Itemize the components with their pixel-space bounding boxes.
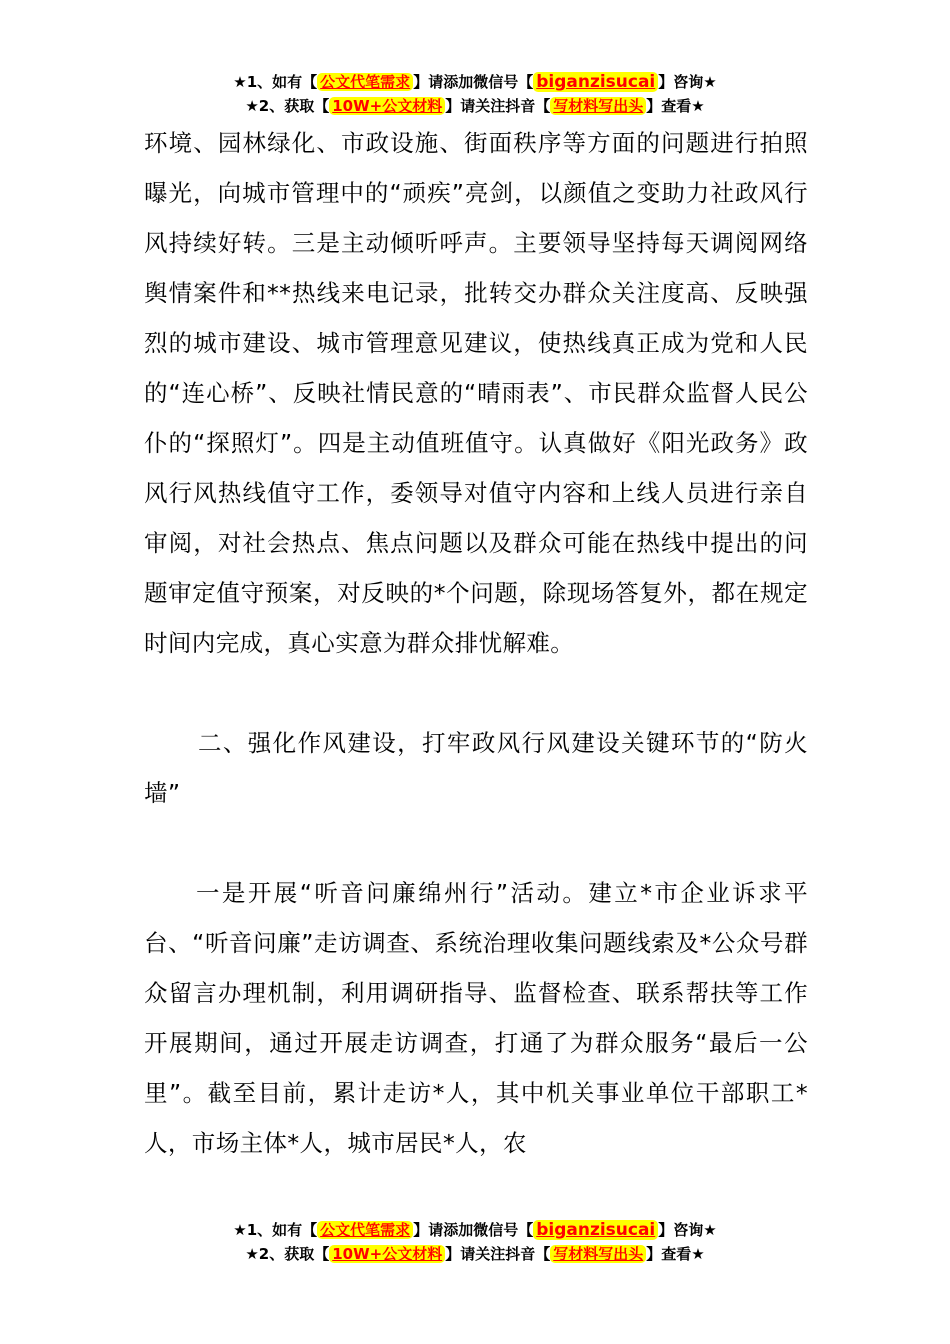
banner-line-1 bbox=[0, 70, 950, 94]
document-body bbox=[144, 118, 808, 1168]
section-heading: 二、强化作风建设，打牢政风行风建设关键环节的“防火墙” bbox=[144, 729, 808, 807]
banner-text: ★1、如有【 bbox=[233, 1221, 318, 1239]
banner-highlight: biganzisucai bbox=[533, 72, 658, 92]
banner-highlight: 公文代笔需求 bbox=[317, 73, 413, 91]
banner-text: ★1、如有【 bbox=[233, 73, 318, 91]
banner-highlight: 写材料写出头 bbox=[550, 97, 646, 115]
spacer bbox=[144, 818, 808, 868]
banner-text: 】咨询★ bbox=[658, 73, 717, 91]
banner-text: 】请关注抖音【 bbox=[445, 1245, 551, 1263]
banner-text: 】请添加微信号【 bbox=[413, 73, 534, 91]
banner-text: 】咨询★ bbox=[658, 1221, 717, 1239]
banner-highlight: biganzisucai bbox=[533, 1220, 658, 1240]
banner-highlight: 10W+公文材料 bbox=[329, 97, 445, 115]
banner-line-2 bbox=[0, 94, 950, 118]
banner-text: ★2、获取【 bbox=[245, 1245, 330, 1263]
banner-highlight: 公文代笔需求 bbox=[317, 1221, 413, 1239]
spacer bbox=[144, 668, 808, 718]
footer-banner bbox=[0, 1218, 950, 1266]
banner-text: 】请关注抖音【 bbox=[445, 97, 551, 115]
paragraph-1: 环境、园林绿化、市政设施、街面秩序等方面的问题进行拍照曝光，向城市管理中的“顽疾”亮剑，以颜值之变助力社政风行风持续好转。三是主动倾听呼声。主要领导坚持每天调阅网络舆情案件和**热线来电记录，批转交办群众关注度高、反映强烈的城市建设、城市管理意见建议，使热线真正成为党和人民的“连心桥”、反映社情民意的“晴雨表”、市民群众监督人民公仆的“探照灯”。四是主动值班值守。认真做好《阳光政务》政风行风热线值守工作，委领导对值守内容和上线人员进行亲自审阅，对社会热点、焦点问题以及群众可能在热线中提出的问题审定值守预案，对反映的*个问题，除现场答复外，都在规定时间内完成，真心实意为群众排忧解难。 bbox=[144, 129, 808, 657]
header-banner bbox=[0, 70, 950, 118]
banner-line-2 bbox=[0, 1242, 950, 1266]
banner-text: 】请添加微信号【 bbox=[413, 1221, 534, 1239]
banner-highlight: 写材料写出头 bbox=[550, 1245, 646, 1263]
paragraph-2: 一是开展“听音问廉绵州行”活动。建立*市企业诉求平台、“听音问廉”走访调查、系统治理收集问题线索及*公众号群众留言办理机制，利用调研指导、监督检查、联系帮扶等工作开展期间，通过开展走访调查，打通了为群众服务“最后一公里”。截至目前，累计走访*人，其中机关事业单位干部职工*人，市场主体*人，城市居民*人，农 bbox=[144, 879, 808, 1157]
banner-text: 】查看★ bbox=[646, 97, 705, 115]
banner-text: ★2、获取【 bbox=[245, 97, 330, 115]
banner-text: 】查看★ bbox=[646, 1245, 705, 1263]
banner-line-1 bbox=[0, 1218, 950, 1242]
banner-highlight: 10W+公文材料 bbox=[329, 1245, 445, 1263]
